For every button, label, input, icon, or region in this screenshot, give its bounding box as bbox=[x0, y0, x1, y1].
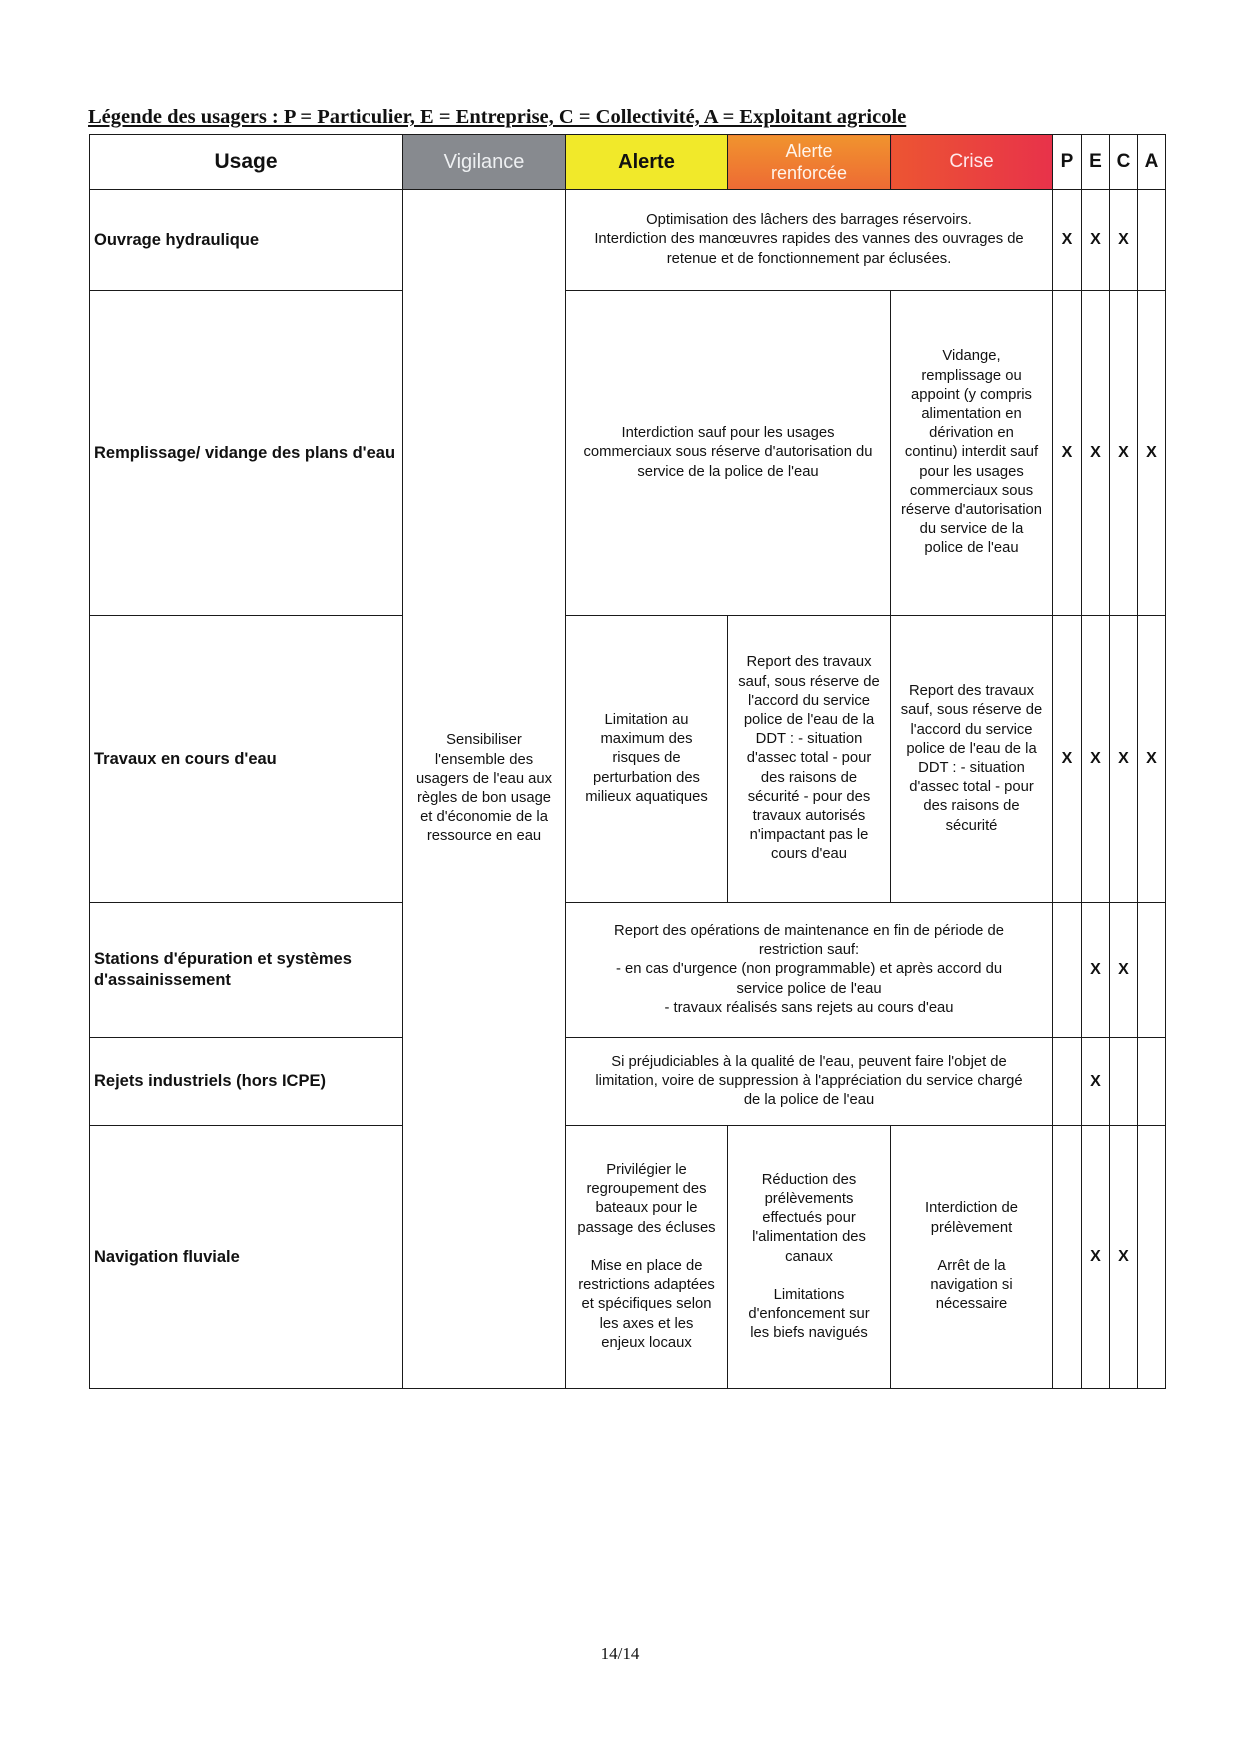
mark-p bbox=[1053, 1126, 1082, 1389]
mark-c bbox=[1110, 1038, 1138, 1126]
mark-c: X bbox=[1110, 1126, 1138, 1389]
row-remplissage-vidange bbox=[90, 291, 1166, 616]
usage-label: Remplissage/ vidange des plans d'eau bbox=[90, 291, 403, 616]
measure-line: Interdiction de prélèvement bbox=[925, 1200, 1018, 1236]
measure-alerte-and-renforcee: Interdiction sauf pour les usages commerciaux sous réserve d'autorisation du service de la police de l'eau bbox=[566, 291, 891, 616]
header-alerte-renforcee-line2: renforcée bbox=[770, 163, 848, 183]
mark-c: X bbox=[1110, 291, 1138, 616]
row-navigation-fluviale bbox=[90, 1126, 1166, 1389]
header-user-e: E bbox=[1082, 135, 1110, 190]
mark-c: X bbox=[1110, 903, 1138, 1038]
measure-line: Réduction des prélèvements effectués pour l'alimentation des canaux bbox=[752, 1171, 866, 1265]
row-ouvrage-hydraulique bbox=[90, 190, 1166, 291]
row-travaux-cours-eau bbox=[90, 616, 1166, 903]
users-legend: Légende des usagers : P = Particulier, E = Entreprise, C = Collectivité, A = Exploitant agricole bbox=[88, 106, 907, 128]
measure-line: Mise en place de restrictions adaptées et spécifiques selon les axes et les enjeux locaux bbox=[578, 1257, 715, 1351]
measure-all-levels: Si préjudiciables à la qualité de l'eau, peuvent faire l'objet de limitation, voire de suppression à l'appréciation du service chargé de la police de l'eau bbox=[566, 1038, 1053, 1126]
mark-p: X bbox=[1053, 291, 1082, 616]
measure-alerte: Limitation au maximum des risques de perturbation des milieux aquatiques bbox=[566, 616, 728, 903]
header-user-c: C bbox=[1110, 135, 1138, 190]
mark-e: X bbox=[1082, 616, 1110, 903]
measure-crise bbox=[891, 1126, 1053, 1389]
measure-alerte-renforcee: Report des travaux sauf, sous réserve de l'accord du service police de l'eau de la DDT : - situation d'assec total - pour des raisons de sécurité - pour des travaux autorisés n'impactant pas le cours d'eau bbox=[728, 616, 891, 903]
mark-e: X bbox=[1082, 190, 1110, 291]
measure-line: Interdiction des manœuvres rapides des vannes des ouvrages de retenue et de fonctionnement par éclusées. bbox=[594, 231, 1024, 267]
row-rejets-industriels bbox=[90, 1038, 1166, 1126]
row-stations-epuration bbox=[90, 903, 1166, 1038]
measure-line: - travaux réalisés sans rejets au cours d'eau bbox=[664, 999, 954, 1016]
usage-label: Navigation fluviale bbox=[90, 1126, 403, 1389]
measure-line: Arrêt de la navigation si nécessaire bbox=[930, 1257, 1013, 1313]
measure-all-levels bbox=[566, 903, 1053, 1038]
mark-e: X bbox=[1082, 903, 1110, 1038]
mark-a bbox=[1138, 190, 1166, 291]
page-number: 14/14 bbox=[600, 1644, 640, 1663]
usage-label: Travaux en cours d'eau bbox=[90, 616, 403, 903]
vigilance-measure: Sensibiliser l'ensemble des usagers de l'eau aux règles de bon usage et d'économie de la ressource en eau bbox=[403, 190, 566, 1389]
mark-e: X bbox=[1082, 291, 1110, 616]
measure-line: Limitations d'enfoncement sur les biefs navigués bbox=[748, 1286, 870, 1342]
restriction-table bbox=[89, 134, 1166, 1389]
mark-a bbox=[1138, 1126, 1166, 1389]
measure-line: Report des opérations de maintenance en fin de période de restriction sauf: bbox=[614, 922, 1004, 959]
header-user-p: P bbox=[1053, 135, 1082, 190]
measure-crise: Vidange, remplissage ou appoint (y compris alimentation en dérivation en continu) interdit sauf pour les usages commerciaux sous réserve d'autorisation du service de la police de l'eau bbox=[891, 291, 1053, 616]
usage-label: Stations d'épuration et systèmes d'assainissement bbox=[90, 903, 403, 1038]
measure-line: - en cas d'urgence (non programmable) et après accord du service police de l'eau bbox=[615, 961, 1003, 997]
mark-p: X bbox=[1053, 616, 1082, 903]
mark-e: X bbox=[1082, 1038, 1110, 1126]
header-crise: Crise bbox=[891, 135, 1053, 190]
header-row bbox=[90, 135, 1166, 190]
header-usage: Usage bbox=[90, 135, 403, 190]
mark-c: X bbox=[1110, 190, 1138, 291]
measure-all-levels bbox=[566, 190, 1053, 291]
header-alerte: Alerte bbox=[566, 135, 728, 190]
usage-label: Ouvrage hydraulique bbox=[90, 190, 403, 291]
measure-line: Optimisation des lâchers des barrages réservoirs. bbox=[646, 212, 972, 229]
mark-a: X bbox=[1138, 291, 1166, 616]
header-alerte-renforcee-line1: Alerte bbox=[785, 141, 833, 161]
usage-label: Rejets industriels (hors ICPE) bbox=[90, 1038, 403, 1126]
measure-line: Privilégier le regroupement des bateaux pour le passage des écluses bbox=[577, 1162, 716, 1236]
measure-alerte bbox=[566, 1126, 728, 1389]
mark-e: X bbox=[1082, 1126, 1110, 1389]
mark-p: X bbox=[1053, 190, 1082, 291]
header-vigilance: Vigilance bbox=[403, 135, 566, 190]
mark-p bbox=[1053, 903, 1082, 1038]
mark-a: X bbox=[1138, 616, 1166, 903]
header-user-a: A bbox=[1138, 135, 1166, 190]
mark-a bbox=[1138, 903, 1166, 1038]
measure-alerte-renforcee bbox=[728, 1126, 891, 1389]
mark-a bbox=[1138, 1038, 1166, 1126]
mark-p bbox=[1053, 1038, 1082, 1126]
header-alerte-renforcee bbox=[728, 135, 891, 190]
measure-crise: Report des travaux sauf, sous réserve de l'accord du service police de l'eau de la DDT : - situation d'assec total - pour des raisons de sécurité bbox=[891, 616, 1053, 903]
mark-c: X bbox=[1110, 616, 1138, 903]
